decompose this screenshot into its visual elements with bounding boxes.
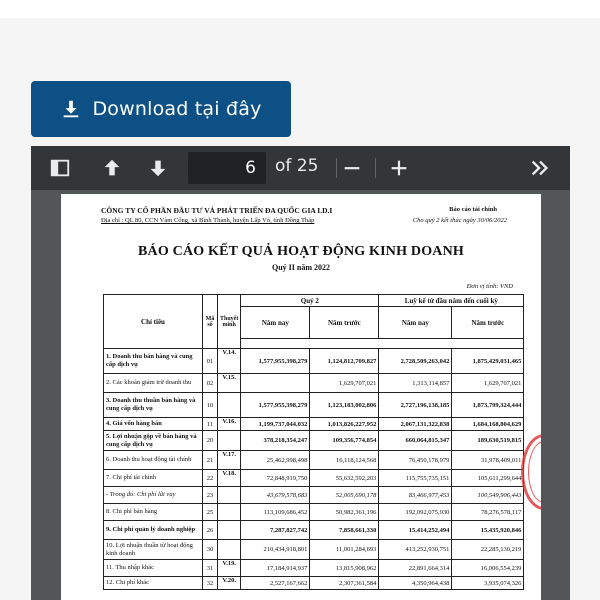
pdf-toolbar [31,146,570,190]
cell-q2-this: 1,199,737,044,032 [241,418,310,431]
cell-note [218,393,241,418]
header-this-year: Năm nay [379,307,452,339]
cell-item: 2. Các khoản giảm trừ doanh thu [104,374,203,393]
cell-q2-last: 13,815,908,962 [310,560,379,577]
cell-ytd-this: 22,891,664,314 [379,560,452,577]
cell-ytd-last: 3,935,074,326 [452,577,524,590]
table-row [104,560,524,577]
cell-q2-this: 17,184,914,937 [241,560,310,577]
table-row [104,393,524,418]
cell-q2-last: 1,123,183,002,806 [310,393,379,418]
cell-ytd-this: 2,067,131,322,838 [379,418,452,431]
download-button[interactable] [31,81,291,137]
cell-note [218,521,241,540]
cell-note [218,540,241,560]
cell-note [218,431,241,451]
cell-note [218,487,241,504]
cell-ytd-this: 2,728,509,263,042 [379,349,452,374]
header-last-year: Năm trước [310,307,379,339]
cell-code: 11 [203,418,218,431]
cell-ytd-last: 22,285,130,219 [452,540,524,560]
cell-ytd-this: 2,727,196,138,185 [379,393,452,418]
cell-q2-last: 109,356,774,854 [310,431,379,451]
cell-item: 1. Doanh thu bán hàng và cung cấp dịch vụ [104,349,203,374]
cell-ytd-last: 1,684,168,804,629 [452,418,524,431]
cell-q2-last: 2,307,361,584 [310,577,379,590]
header-ytd: Luỹ kế từ đầu năm đến cuối kỳ [379,295,524,307]
table-row [104,470,524,487]
table-row [104,504,524,521]
cell-q2-this: 72,848,919,750 [241,470,310,487]
cell-ytd-this: 660,064,815,347 [379,431,452,451]
cell-ytd-last: 1,629,707,021 [452,374,524,393]
cell-q2-last: 16,118,124,568 [310,451,379,470]
toolbar-divider [375,158,376,178]
cell-item: 8. Chi phí bán hàng [104,504,203,521]
cell-item: 3. Doanh thu thuần bán hàng và cung cấp dịch vụ [104,393,203,418]
company-address: Địa chỉ : QL 80, CCN Vàm Cống, xã Bình Thành, huyện Lấp Vò, tỉnh Đồng Tháp [101,217,315,224]
download-button-label: Download tại đây [92,98,262,120]
cell-note: V.14. [218,349,241,374]
table-row [104,374,524,393]
cell-note: V.20. [218,577,241,590]
cell-code: 20 [203,431,218,451]
cell-ytd-this: 15,414,252,494 [379,521,452,540]
cell-q2-last: 1,124,812,709,827 [310,349,379,374]
cell-q2-last: 1,629,707,021 [310,374,379,393]
cell-q2-last: 7,858,661,330 [310,521,379,540]
cell-item: - Trong đó: Chi phí lãi vay [104,487,203,504]
header-code: Mã số [203,295,218,349]
cell-item: 10. Lợi nhuận thuần từ hoạt động kinh doanh [104,540,203,560]
cell-note: V.18. [218,470,241,487]
sidebar-toggle-icon[interactable] [47,155,73,181]
cell-q2-last: 55,632,592,203 [310,470,379,487]
cell-ytd-last: 1,873,799,324,444 [452,393,524,418]
header-quarter: Quý 2 [241,295,379,307]
document-title: BÁO CÁO KẾT QUẢ HOẠT ĐỘNG KINH DOANH [138,244,464,259]
cell-ytd-last: 105,611,299,644 [452,470,524,487]
cell-q2-this: 1,577,955,398,279 [241,349,310,374]
table-row [104,431,524,451]
cell-ytd-last: 189,630,519,815 [452,431,524,451]
document-subtitle: Quý II năm 2022 [271,263,330,272]
cell-code: 30 [203,540,218,560]
cell-note: V.17. [218,451,241,470]
download-icon [60,98,82,120]
cell-code: 21 [203,451,218,470]
cell-q2-last: 1,013,826,227,952 [310,418,379,431]
cell-ytd-last: 1,875,429,031,465 [452,349,524,374]
cell-q2-this: 1,577,955,398,279 [241,393,310,418]
cell-item: 6. Doanh thu hoạt động tài chính [104,451,203,470]
table-row [104,540,524,560]
table-row [104,451,524,470]
cell-item: 11. Thu nhập khác [104,560,203,577]
previous-page-icon[interactable] [99,155,125,181]
cell-ytd-last: 78,276,578,117 [452,504,524,521]
cell-note [218,504,241,521]
report-type: Báo cáo tài chính [449,206,497,213]
cell-q2-this: 210,434,918,801 [241,540,310,560]
cell-q2-this: 2,527,167,662 [241,577,310,590]
cell-ytd-this: 1,313,114,857 [379,374,452,393]
income-statement-table [103,294,524,590]
cell-ytd-this: 83,466,977,453 [379,487,452,504]
cell-note: V.15. [218,374,241,393]
header-this-year: Năm nay [241,307,310,339]
cell-code: 32 [203,577,218,590]
cell-code: 23 [203,487,218,504]
cell-ytd-last: 16,006,554,239 [452,560,524,577]
cell-note: V.16. [218,418,241,431]
pdf-viewer [31,146,570,600]
pdf-page [61,194,541,600]
cell-item: 5. Lợi nhuận gộp về bán hàng và cung cấp dịch vụ [104,431,203,451]
more-tools-icon[interactable] [527,155,553,181]
cell-q2-this: 25,462,998,498 [241,451,310,470]
table-row [104,577,524,590]
cell-ytd-this: 4,350,964,438 [379,577,452,590]
cell-code: 22 [203,470,218,487]
table-row [104,418,524,431]
cell-q2-this [241,374,310,393]
cell-q2-this: 7,287,827,742 [241,521,310,540]
toolbar-divider [336,158,337,178]
cell-code: 26 [203,521,218,540]
cell-ytd-this: 192,092,075,930 [379,504,452,521]
page-count: of 25 [275,156,319,176]
cell-code: 02 [203,374,218,393]
table-row [104,349,524,374]
report-period: Cho quý 2 kết thúc ngày 30/06/2022 [412,217,507,224]
currency-unit: Đơn vị tính: VND [466,283,513,290]
cell-q2-this: 113,109,686,452 [241,504,310,521]
cell-ytd-this: 115,755,735,151 [379,470,452,487]
table-row [104,487,524,504]
cell-item: 12. Chi phí khác [104,577,203,590]
cell-ytd-last: 100,549,906,443 [452,487,524,504]
cell-code: 25 [203,504,218,521]
cell-code: 10 [203,393,218,418]
cell-ytd-last: 15,435,920,846 [452,521,524,540]
cell-ytd-this: 413,252,930,751 [379,540,452,560]
cell-item: 4. Giá vốn hàng bán [104,418,203,431]
cell-code: 01 [203,349,218,374]
header-last-year: Năm trước [452,307,524,339]
header-note: Thuyết minh [218,295,241,349]
page-number-input[interactable]: 6 [188,152,266,184]
cell-q2-last: 52,005,690,178 [310,487,379,504]
cell-note: V.19. [218,560,241,577]
cell-ytd-this: 76,450,178,979 [379,451,452,470]
cell-item: 7. Chi phí tài chính [104,470,203,487]
table-row [104,521,524,540]
company-name: CÔNG TY CỔ PHẦN ĐẦU TƯ VÀ PHÁT TRIỂN ĐA QUỐC GIA I.D.I [101,206,333,215]
cell-code: 31 [203,560,218,577]
zoom-in-icon[interactable] [386,155,412,181]
cell-q2-this: 43,679,578,683 [241,487,310,504]
cell-q2-this: 378,218,354,247 [241,431,310,451]
zoom-out-icon[interactable] [339,155,365,181]
cell-q2-last: 50,982,361,196 [310,504,379,521]
header-item: Chỉ tiêu [104,295,203,349]
cell-ytd-last: 31,978,409,011 [452,451,524,470]
cell-item: 9. Chi phí quản lý doanh nghiệp [104,521,203,540]
next-page-icon[interactable] [145,155,171,181]
cell-q2-last: 11,001,284,693 [310,540,379,560]
